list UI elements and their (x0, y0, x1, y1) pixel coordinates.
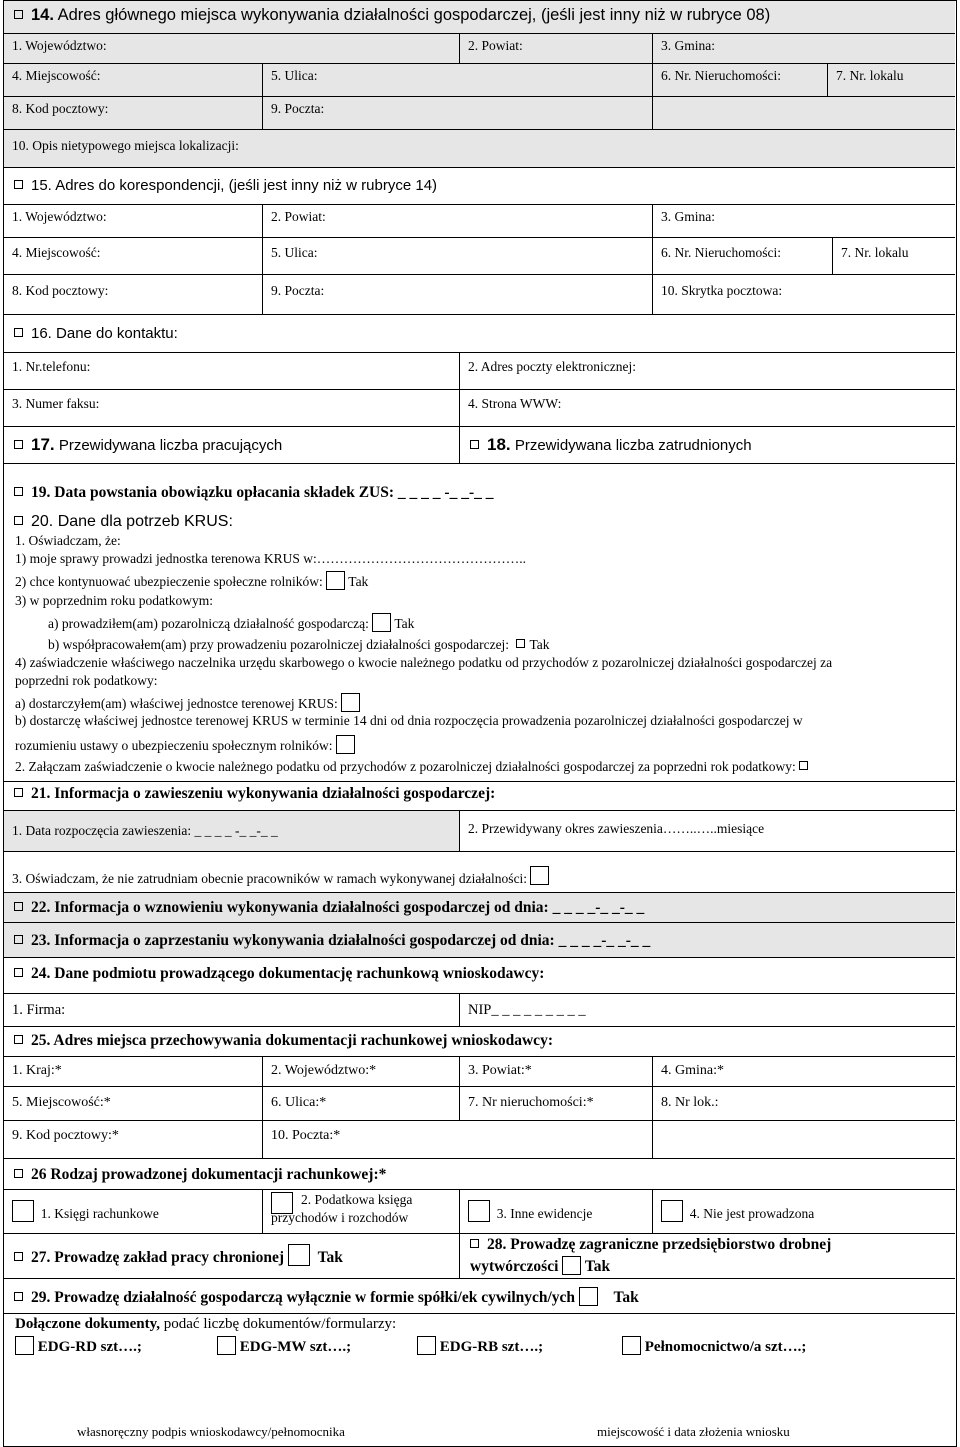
signature-label: własnoręczny podpis wnioskodawcy/pełnomocnika (77, 1424, 345, 1439)
checkbox-ksiegi[interactable] (12, 1200, 34, 1222)
s25-kraj[interactable]: 1. Kraj:* (12, 1063, 62, 1078)
checkbox-icon[interactable] (14, 10, 23, 19)
checkbox-icon[interactable] (14, 968, 23, 977)
s15-powiat[interactable]: 2. Powiat: (262, 205, 652, 237)
checkbox-icon[interactable] (14, 1169, 23, 1178)
attachments: Dołączone dokumenty, podać liczbę dokumentów/formularzy: EDG-RD szt….; EDG-MW szt….; EDG-RB szt….; Pełnomocnictwo/a szt….; (15, 1316, 807, 1355)
s14-gmina[interactable]: 3. Gmina: (652, 34, 715, 63)
s15-row3 (4, 275, 955, 315)
s25-powiat[interactable]: 3. Powiat:* (459, 1057, 652, 1086)
s16-telefon[interactable]: 1. Nr.telefonu: (12, 359, 91, 374)
s25-row2 (4, 1087, 955, 1121)
s24-nip[interactable]: NIP_ _ _ _ _ _ _ _ _ (459, 994, 586, 1026)
checkbox-icon[interactable] (14, 180, 23, 189)
s16-row1 (4, 353, 955, 390)
s24-firma[interactable]: 1. Firma: (12, 1002, 66, 1018)
section-26-header: 26 Rodzaj prowadzonej dokumentacji rachunkowej:* (4, 1159, 955, 1190)
s15-row2 (4, 238, 955, 275)
s26-option-3[interactable]: 3. Inne ewidencje (459, 1190, 652, 1233)
s16-www[interactable]: 4. Strona WWW: (459, 390, 561, 426)
checkbox-edg-rd[interactable] (15, 1336, 34, 1355)
section-25-header: 25. Adres miejsca przechowywania dokumentacji rachunkowej wnioskodawcy: (4, 1027, 955, 1057)
s25-row1 (4, 1057, 955, 1087)
section-24-header: 24. Dane podmiotu prowadzącego dokumentację rachunkową wnioskodawcy: (4, 958, 955, 994)
s24-row (4, 994, 955, 1027)
s25-gmina[interactable]: 4. Gmina:* (652, 1057, 724, 1086)
checkbox-zakl-chron[interactable] (288, 1244, 310, 1266)
s26-option-4[interactable]: 4. Nie jest prowadzona (652, 1190, 814, 1233)
s25-woj[interactable]: 2. Województwo:* (262, 1057, 459, 1086)
form-frame (3, 0, 957, 1447)
checkbox-icon[interactable] (14, 788, 23, 797)
s15-gmina[interactable]: 3. Gmina: (652, 205, 715, 237)
checkbox-zagraniczne[interactable] (562, 1256, 581, 1275)
s14-poczta[interactable]: 9. Poczta: (262, 97, 652, 129)
section-19: 19. Data powstania obowiązku opłacania składek ZUS: _ _ _ _ -_ _-_ _ (4, 464, 955, 509)
s26-options (4, 1190, 955, 1234)
checkbox-inne[interactable] (468, 1200, 490, 1222)
checkbox-kpir[interactable] (271, 1192, 293, 1214)
checkbox-dostarczylem[interactable] (341, 693, 360, 712)
section-21-header: 21. Informacja o zawieszeniu wykonywania działalności gospodarczej: (4, 782, 955, 810)
s14-row4 (4, 130, 955, 168)
checkbox-pelnomocnictwo[interactable] (622, 1336, 641, 1355)
checkbox-wspolpraca[interactable] (516, 639, 525, 648)
s14-row2 (4, 64, 955, 97)
s26-option-1[interactable]: 1. Księgi rachunkowe (4, 1190, 262, 1233)
s14-powiat[interactable]: 2. Powiat: (459, 34, 652, 63)
checkbox-edg-mw[interactable] (217, 1336, 236, 1355)
s15-nr-nier[interactable]: 6. Nr. Nieruchomości: (652, 238, 832, 274)
section-14-header: 14. Adres głównego miejsca wykonywania działalności gospodarczej, (jeśli jest inny niż w rubryce 08) (4, 1, 955, 34)
s16-email[interactable]: 2. Adres poczty elektronicznej: (459, 353, 636, 389)
section-27-28 (4, 1234, 955, 1279)
s14-ulica[interactable]: 5. Ulica: (262, 64, 652, 96)
s14-row1 (4, 34, 955, 64)
s16-row2 (4, 390, 955, 427)
checkbox-icon[interactable] (14, 516, 23, 525)
s15-row1 (4, 205, 955, 238)
section-17: 17. Przewidywana liczba pracujących (4, 427, 459, 463)
s21-okres[interactable]: 2. Przewidywany okres zawieszenia……..…..miesiące (459, 811, 764, 851)
s21-data[interactable]: 1. Data rozpoczęcia zawieszenia: _ _ _ _ -_ _-_ _ (4, 811, 459, 851)
checkbox-icon[interactable] (14, 1252, 23, 1261)
s15-skrytka[interactable]: 10. Skrytka pocztowa: (652, 275, 782, 314)
s14-wojewodztwo[interactable]: 1. Województwo: (12, 38, 107, 53)
krus-unit[interactable]: 1) moje sprawy prowadzi jednostka terenowa KRUS w:……………………………………….. (15, 551, 527, 566)
checkbox-icon[interactable] (470, 440, 479, 449)
date-place-label: miejscowość i data złożenia wniosku (597, 1424, 790, 1439)
s15-poczta[interactable]: 9. Poczta: (262, 275, 652, 314)
checkbox-zalaczam[interactable] (799, 761, 808, 770)
section-16-header: 16. Dane do kontaktu: (4, 315, 955, 353)
s25-row3 (4, 1121, 955, 1159)
section-18: 18. Przewidywana liczba zatrudnionych (459, 427, 752, 463)
checkbox-icon[interactable] (14, 487, 23, 496)
checkbox-icon[interactable] (470, 1239, 479, 1248)
checkbox-prowadzilem[interactable] (372, 613, 391, 632)
checkbox-spolki[interactable] (579, 1287, 598, 1306)
s25-lok[interactable]: 8. Nr lok.: (652, 1087, 719, 1120)
section-15-header: 15. Adres do korespondencji, (jeśli jest inny niż w rubryce 14) (4, 168, 955, 205)
checkbox-icon[interactable] (14, 440, 23, 449)
s25-poczta[interactable]: 10. Poczta:* (262, 1121, 652, 1158)
checkbox-edg-rb[interactable] (417, 1336, 436, 1355)
section-22: 22. Informacja o wznowieniu wykonywania działalności gospodarczej od dnia: _ _ _ _-_ _-_ _ (4, 893, 955, 923)
s15-ulica[interactable]: 5. Ulica: (262, 238, 652, 274)
s14-miejscowosc[interactable]: 4. Miejscowość: (12, 68, 101, 83)
section-28: 28. Prowadzę zagraniczne przedsiębiorstwo drobnej wytwórczości Tak (459, 1234, 831, 1278)
checkbox-nie-zatrudniam[interactable] (530, 866, 549, 885)
checkbox-nie-prowadzona[interactable] (661, 1200, 683, 1222)
s26-option-2[interactable]: 2. Podatkowa księga przychodów i rozchodów (262, 1190, 459, 1233)
s25-miejsc[interactable]: 5. Miejscowość:* (12, 1095, 111, 1110)
section-20: 20. Dane dla potrzeb KRUS: 1. Oświadczam, że: 1) moje sprawy prowadzi jednostka terenowa KRUS w:……………………………………….. 2) chce kontynuować ubezpieczenie społeczne rolników: Tak 3) w poprzednim roku podatkowym: a) prowadziłem(am) pozarolniczą działalność gospodarczą: Tak b) współpracowałem(am) przy prowadzeniu pozarolniczej działalności gospodarczej: Tak 4) zaświadczenie właściwego naczelnika urzędu skarbowego o kwocie należnego podatku od przychodów z pozarolniczej działalności gospodarczej za poprzedni rok podatkowy: a) dostarczyłem(am) właściwej jednostce terenowej KRUS: b) dostarczę właściwej jednostce terenowej KRUS w terminie 14 dni od dnia rozpoczęcia prowadzenia pozarolniczej działalności gospodarczej w rozumieniu ustawy o ubezpieczeniu społecznym rolników: 2. Załączam zaświadczenie o kwocie należnego podatku od przychodów z pozarolniczej działalności gospodarczej za poprzedni rok podatkowy: (4, 509, 955, 782)
s25-kod[interactable]: 9. Kod pocztowy:* (12, 1128, 119, 1143)
checkbox-icon[interactable] (14, 935, 23, 944)
checkbox-dostarcze[interactable] (336, 735, 355, 754)
s15-miejscowosc[interactable]: 4. Miejscowość: (12, 245, 101, 260)
section-29: 29. Prowadzę działalność gospodarczą wyłącznie w formie spółki/ek cywilnych/ych Tak (4, 1279, 955, 1314)
checkbox-continue[interactable] (326, 571, 345, 590)
checkbox-icon[interactable] (14, 328, 23, 337)
s14-nr-nier[interactable]: 6. Nr. Nieruchomości: (652, 64, 827, 96)
checkbox-icon[interactable] (14, 902, 23, 911)
checkbox-icon[interactable] (14, 1292, 23, 1301)
s15-wojewodztwo[interactable]: 1. Województwo: (12, 209, 107, 224)
s14-row3 (4, 97, 955, 130)
section-27: 27. Prowadzę zakład pracy chronionej Tak (4, 1234, 459, 1278)
section-23: 23. Informacja o zaprzestaniu wykonywania działalności gospodarczej od dnia: _ _ _ _-_ _-_ _ (4, 923, 955, 958)
s25-nier[interactable]: 7. Nr nieruchomości:* (459, 1087, 652, 1120)
s21-row2: 3. Oświadczam, że nie zatrudniam obecnie pracowników w ramach wykonywanej działalności: (4, 852, 955, 893)
s14-kod[interactable]: 8. Kod pocztowy: (12, 101, 109, 116)
s15-nr-lok[interactable]: 7. Nr. lokalu (832, 238, 909, 274)
s15-kod[interactable]: 8. Kod pocztowy: (12, 283, 109, 298)
section-17-18 (4, 427, 955, 464)
checkbox-icon[interactable] (14, 1035, 23, 1044)
s14-nr-lok[interactable]: 7. Nr. lokalu (827, 64, 904, 96)
s16-faks[interactable]: 3. Numer faksu: (12, 396, 100, 411)
s14-opis[interactable]: 10. Opis nietypowego miejsca lokalizacji: (12, 138, 239, 153)
s21-row1 (4, 810, 955, 852)
s25-ulica[interactable]: 6. Ulica:* (262, 1087, 459, 1120)
